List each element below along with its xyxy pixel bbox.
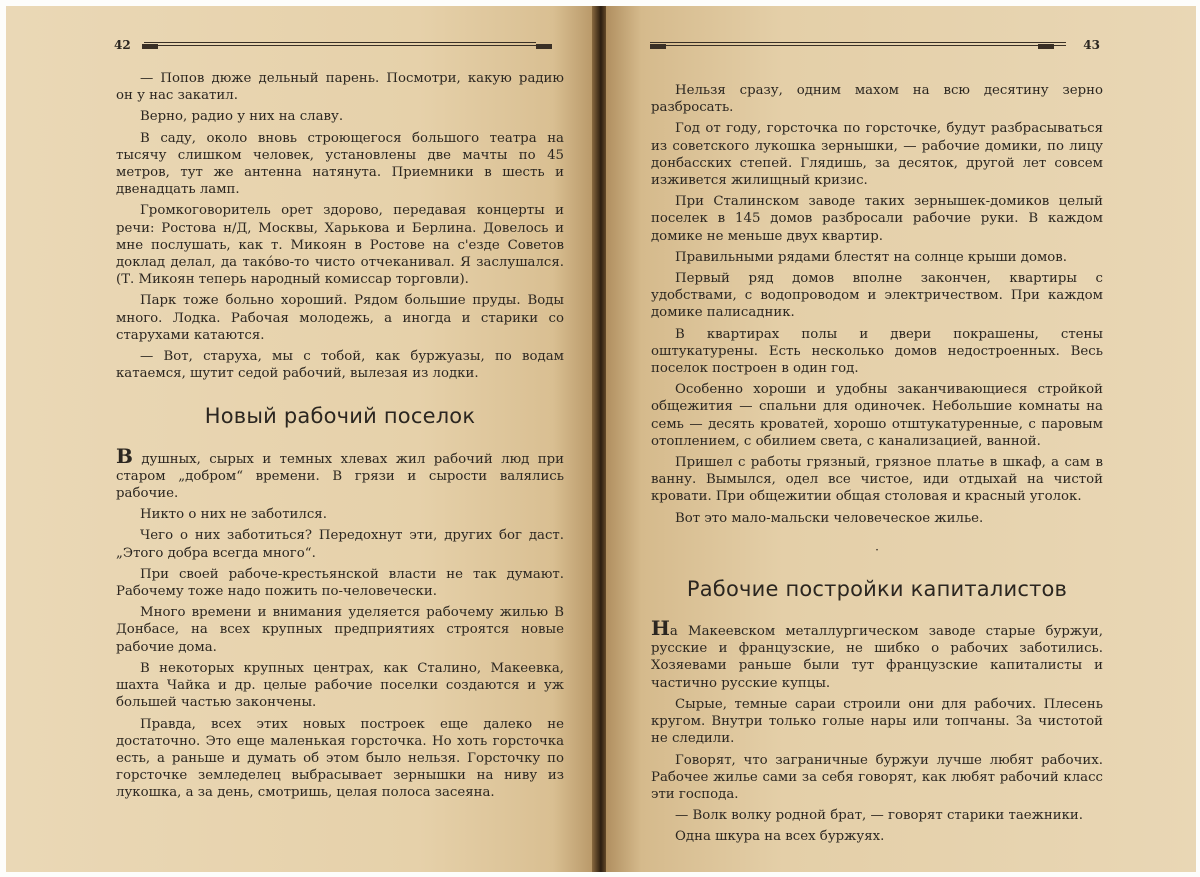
paragraph: Одна шкура на всех буржуях. (651, 828, 1103, 845)
paragraph: В некоторых крупных центрах, как Сталино, Макеевка, шахта Чайка и др. целые рабочие поселки создаются и уж большей частью закончены. (116, 660, 564, 712)
paragraph: В саду, около вновь строющегося большого театра на тысячу слишком человек, установлены две мачты по 45 метров, тут же антенна натянута. Приемники в шесть и двенадцать ламп. (116, 130, 564, 199)
left-page-header (114, 36, 566, 60)
right-page (606, 6, 1196, 872)
paragraph: В квартирах полы и двери покрашены, стены оштукатурены. Есть несколько домов недостроенных. Весь поселок построен в один год. (651, 326, 1103, 378)
paragraph: Парк тоже больно хороший. Рядом большие пруды. Воды много. Лодка. Рабочая молодежь, а иногда и старики со старухами катаются. (116, 292, 564, 344)
header-rule (650, 42, 1066, 46)
section-title: Рабочие постройки капиталистов (651, 581, 1103, 598)
left-page-text (116, 70, 564, 806)
drop-cap: В (116, 444, 133, 468)
paragraph-first (651, 620, 1103, 692)
paragraph-text: душных, сырых и темных хлевах жил рабочий люд при старом „добром“ времени. В грязи и сырости валялись рабочие. (116, 452, 564, 501)
paragraph: Громкоговоритель орет здорово, передавая концерты и речи: Ростова н/Д, Москвы, Харькова и Берлина. Довелось и мне послушать, как т. Микоян в Ростове на с'езде Советов доклад делал, да тако́во-то чисто отчеканивал. Я заслушался. (Т. Микоян теперь народный комиссар торговли). (116, 202, 564, 288)
paragraph: Правильными рядами блестят на солнце крыши домов. (651, 249, 1103, 266)
paragraph: Верно, радио у них на славу. (116, 108, 564, 125)
page-number: 43 (1083, 38, 1100, 52)
paragraph: Никто о них не заботился. (116, 506, 564, 523)
paragraph: Чего о них заботиться? Передохнут эти, других бог даст. „Этого добра всегда много“. (116, 527, 564, 561)
paragraph: — Попов дюже дельный парень. Посмотри, какую радию он у нас закатил. (116, 70, 564, 104)
paragraph-text: а Макеевском металлургическом заводе старые буржуи, русские и французские, не шибко о рабочих заботились. Хозяевами раньше были тут французские капиталисты и частично русские купцы. (651, 624, 1103, 691)
separator-dot: · (651, 545, 1103, 555)
left-page (6, 6, 594, 872)
page-number: 42 (114, 38, 131, 52)
paragraph-first (116, 448, 564, 503)
paragraph: Правда, всех этих новых построек еще далеко не достаточно. Это еще маленькая горсточка. Но хоть горсточка есть, а раньше и думать об этом было нельзя. Горсточку по горсточке земледелец выбрасывает зернышки на ниву из лукошка, а за день, смотришь, целая полоса засеяна. (116, 716, 564, 802)
paragraph: Вот это мало-мальски человеческое жилье. (651, 510, 1103, 527)
drop-cap: Н (651, 616, 670, 640)
paragraph: Сырые, темные сараи строили они для рабочих. Плесень кругом. Внутри только голые нары или топчаны. За чистотой не следили. (651, 696, 1103, 748)
paragraph: — Вот, старуха, мы с тобой, как буржуазы, по водам катаемся, шутит седой рабочий, вылезая из лодки. (116, 348, 564, 382)
paragraph: Много времени и внимания уделяется рабочему жилью В Донбасе, на всех крупных предприятиях строятся новые рабочие дома. (116, 604, 564, 656)
right-page-header (650, 36, 1100, 60)
header-ornament (1038, 44, 1054, 49)
paragraph: При Сталинском заводе таких зернышек-домиков целый поселек в 145 домов разбросали рабочие руки. В каждом домике не меньше двух квартир. (651, 193, 1103, 245)
header-ornament (536, 44, 552, 49)
book-spread (6, 6, 1196, 872)
section-title: Новый рабочий поселок (116, 408, 564, 425)
header-rule (144, 42, 536, 46)
paragraph: Нельзя сразу, одним махом на всю десятину зерно разбросать. (651, 82, 1103, 116)
paragraph: Год от году, горсточка по горсточке, будут разбрасываться из советского лукошка зернышки, — рабочие домики, по лицу донбасских степей. Глядишь, за десяток, другой лет совсем изживется жилищный кризис. (651, 120, 1103, 189)
paragraph: Пришел с работы грязный, грязное платье в шкаф, а сам в ванну. Вымылся, одел все чистое, иди отдыхай на чистой кровати. При общежитии общая столовая и красный уголок. (651, 454, 1103, 506)
paragraph: Говорят, что заграничные буржуи лучше любят рабочих. Рабочее жилье сами за себя говорят, как любят рабочий класс эти господа. (651, 752, 1103, 804)
right-page-text (651, 82, 1103, 850)
paragraph: — Волк волку родной брат, — говорят старики таежники. (651, 807, 1103, 824)
paragraph: При своей рабоче-крестьянской власти не так думают. Рабочему тоже надо пожить по-человечески. (116, 566, 564, 600)
paragraph: Особенно хороши и удобны заканчивающиеся стройкой общежития — спальни для одиночек. Небольшие комнаты на семь — десять кроватей, хорошо отштукатуренные, с паровым отоплением, с обилием света, с канализацией, ванной. (651, 381, 1103, 450)
paragraph: Первый ряд домов вполне закончен, квартиры с удобствами, с водопроводом и электричеством. При каждом домике палисадник. (651, 270, 1103, 322)
